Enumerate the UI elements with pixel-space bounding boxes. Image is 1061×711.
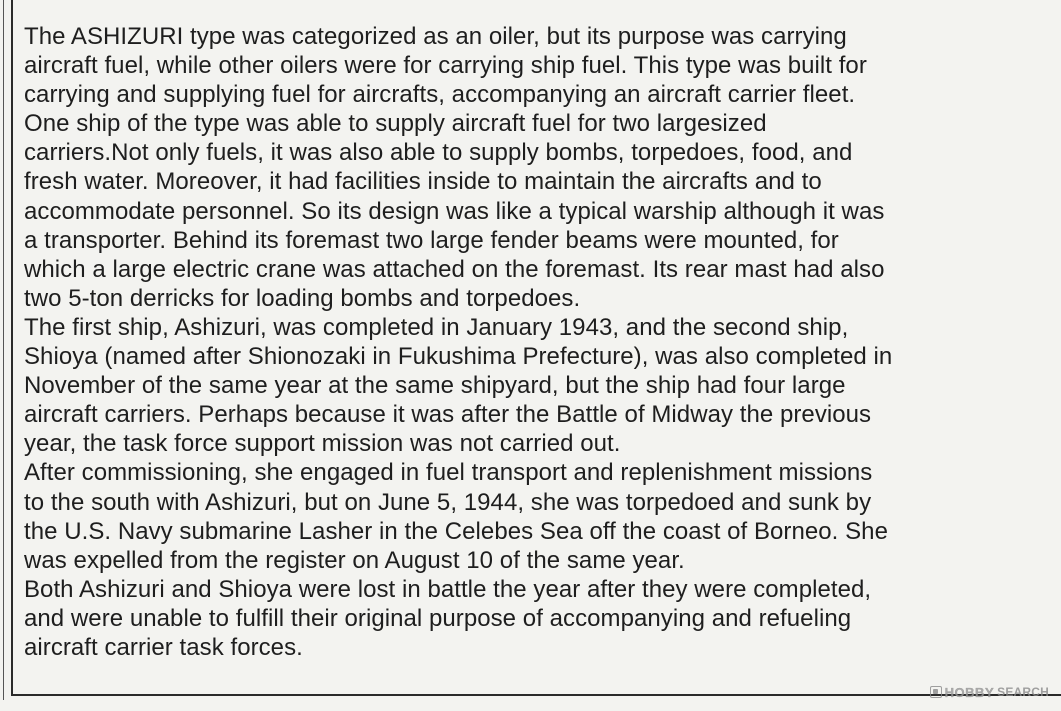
left-border-rule <box>11 0 13 696</box>
text-line: two 5-ton derricks for loading bombs and torpedoes. <box>24 284 581 312</box>
text-line: aircraft carriers. Perhaps because it was after the Battle of Midway the previous <box>24 401 872 429</box>
bottom-border-rule <box>11 694 1061 696</box>
text-line: was expelled from the register on August 10 of the same year. <box>24 546 685 574</box>
left-edge-line <box>3 0 4 700</box>
hobby-search-watermark <box>930 684 1049 700</box>
text-line: The first ship, Ashizuri, was completed in January 1943, and the second ship, <box>24 313 849 341</box>
hobby-search-logo-icon <box>930 686 942 698</box>
text-line: Shioya (named after Shionozaki in Fukushima Prefecture), was also completed in <box>24 343 893 371</box>
text-line: carrying and supplying fuel for aircrafts, accompanying an aircraft carrier fleet. <box>24 81 856 109</box>
text-line: The ASHIZURI type was categorized as an oiler, but its purpose was carrying <box>24 23 847 50</box>
text-line: year, the task force support mission was not carried out. <box>24 430 621 458</box>
text-line: accommodate personnel. So its design was like a typical warship although it was <box>24 197 885 225</box>
text-line: which a large electric crane was attached on the foremast. Its rear mast had also <box>24 255 885 283</box>
text-line: After commissioning, she engaged in fuel transport and replenishment missions <box>24 459 873 487</box>
text-line: and were unable to fulfill their original purpose of accompanying and refueling <box>24 604 852 632</box>
watermark-suffix: SEARCH <box>997 685 1049 699</box>
text-line: the U.S. Navy submarine Lasher in the Celebes Sea off the coast of Borneo. She <box>24 517 888 545</box>
text-line: to the south with Ashizuri, but on June 5, 1944, she was torpedoed and sunk by <box>24 488 872 516</box>
text-line: aircraft fuel, while other oilers were for carrying ship fuel. This type was built for <box>24 52 867 80</box>
text-line: aircraft carrier task forces. <box>24 633 303 661</box>
text-line: One ship of the type was able to supply aircraft fuel for two largesized <box>24 110 767 138</box>
text-line: November of the same year at the same shipyard, but the ship had four large <box>24 372 846 400</box>
description-text <box>24 22 1054 662</box>
watermark-brand: HOBBY <box>944 684 995 700</box>
text-line: carriers.Not only fuels, it was also able to supply bombs, torpedoes, food, and <box>24 139 853 167</box>
text-line: fresh water. Moreover, it had facilities inside to maintain the aircrafts and to <box>24 168 822 196</box>
text-line: Both Ashizuri and Shioya were lost in battle the year after they were completed, <box>24 575 872 603</box>
text-line: a transporter. Behind its foremast two large fender beams were mounted, for <box>24 226 839 254</box>
